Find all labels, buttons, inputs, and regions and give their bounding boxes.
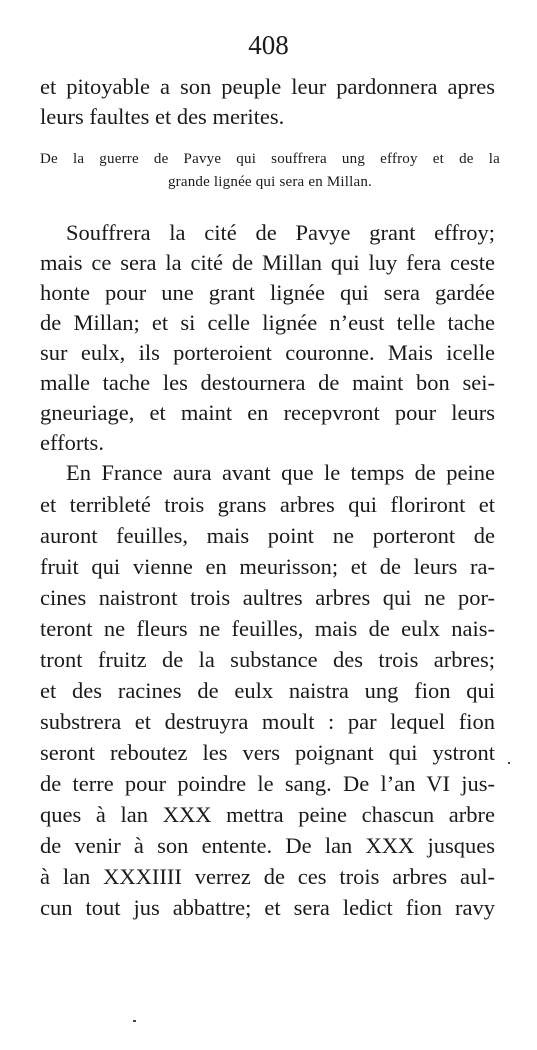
text-line: et terribleté trois grans arbres qui floriront et [40, 492, 495, 517]
text-line: honte pour une grant lignée qui sera gardée [40, 280, 495, 305]
text-line: sur eulx, ils porteroient couronne. Mais icelle [40, 340, 495, 365]
text-line: Souffrera la cité de Pavye grant effroy; [66, 220, 495, 245]
text-line: et des racines de eulx naistra ung fion qui [40, 678, 495, 703]
text-line: cun tout jus abbattre; et sera ledict fion ravy [40, 895, 495, 920]
print-speck [508, 762, 510, 764]
print-speck [133, 1020, 136, 1022]
text-line: auront feuilles, mais point ne porteront de [40, 523, 495, 548]
text-line: fruit qui vienne en meurisson; et de leurs ra- [40, 554, 495, 579]
chapter-heading-line: grande lignée qui sera en Millan. [167, 174, 373, 190]
chapter-heading-line: De la guerre de Pavye qui souffrera ung effroy et de la [40, 151, 500, 167]
text-line: gneuriage, et maint en recepvront pour leurs [40, 400, 495, 425]
text-line: seront reboutez les vers poignant qui ystront [40, 740, 495, 765]
text-line: En France aura avant que le temps de peine [66, 460, 495, 485]
text-line: efforts. [40, 430, 104, 455]
text-line: ques à lan XXX mettra peine chascun arbre [40, 802, 495, 827]
page-number: 408 [248, 30, 289, 60]
text-line: cines naistront trois aultres arbres qui ne por- [40, 585, 495, 610]
text-line: de venir à son entente. De lan XXX jusques [40, 833, 495, 858]
text-line: substrera et destruyra moult : par lequel fion [40, 709, 495, 734]
text-line: mais ce sera la cité de Millan qui luy fera ceste [40, 250, 495, 275]
text-line: tront fruitz de la substance des trois arbres; [40, 647, 495, 672]
text-line: à lan XXXIIII verrez de ces trois arbres aul- [40, 864, 495, 889]
text-line: teront ne fleurs ne feuilles, mais de eulx nais- [40, 616, 495, 641]
text-line: malle tache les destournera de maint bon sei- [40, 370, 495, 395]
text-line: leurs faultes et des merites. [40, 104, 285, 129]
text-line: et pitoyable a son peuple leur pardonnera apres [40, 74, 495, 99]
text-line: de Millan; et si celle lignée n’eust telle tache [40, 310, 495, 335]
text-line: de terre pour poindre le sang. De l’an VI jus- [40, 771, 495, 796]
